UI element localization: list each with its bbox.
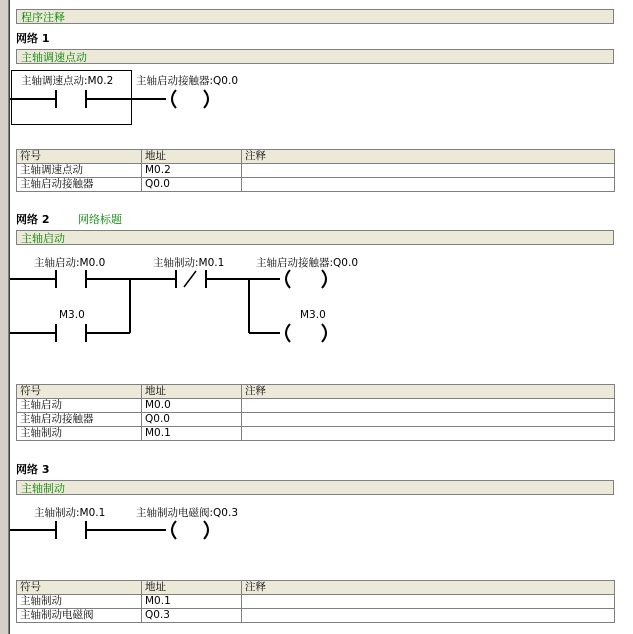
table-cell-symbol: 主轴制动	[17, 427, 142, 441]
table-cell-comment	[242, 427, 615, 441]
table-cell-comment	[242, 413, 615, 427]
table-header-address: 地址	[142, 385, 242, 399]
network-1-symbol-table	[16, 149, 615, 192]
table-header-symbol: 符号	[17, 581, 142, 595]
table-cell-address: M0.1	[142, 427, 242, 441]
table-header-symbol: 符号	[17, 150, 142, 164]
table-header-address: 地址	[142, 581, 242, 595]
table-cell-symbol: 主轴启动	[17, 399, 142, 413]
table-cell-symbol: 主轴制动电磁阀	[17, 609, 142, 623]
network-2-coil-label: 主轴启动接触器:Q0.0	[256, 257, 359, 269]
table-cell-comment	[242, 178, 615, 192]
table-row	[17, 164, 615, 178]
network-2-symbol-table	[16, 384, 615, 441]
network-2-branch-coil-label: M3.0	[300, 309, 326, 321]
table-row	[17, 595, 615, 609]
table-cell-comment	[242, 609, 615, 623]
network-1-contact-label: 主轴调速点动:M0.2	[21, 75, 114, 87]
table-header-address: 地址	[142, 150, 242, 164]
table-cell-address: M0.2	[142, 164, 242, 178]
network-3-coil-label: 主轴制动电磁阀:Q0.3	[136, 507, 239, 519]
network-3-symbol-table	[16, 580, 615, 623]
table-cell-symbol: 主轴调速点动	[17, 164, 142, 178]
table-row	[17, 609, 615, 623]
table-cell-address: Q0.0	[142, 413, 242, 427]
table-cell-symbol: 主轴启动接触器	[17, 178, 142, 192]
table-row	[17, 178, 615, 192]
network-2-branch-contact-label: M3.0	[59, 309, 85, 321]
table-header-symbol: 符号	[17, 385, 142, 399]
network-2-subtitle[interactable]: 网络标题	[78, 213, 122, 226]
table-cell-address: M0.1	[142, 595, 242, 609]
table-cell-address: Q0.3	[142, 609, 242, 623]
network-2-title[interactable]: 网络 2	[16, 213, 50, 226]
table-cell-address: Q0.0	[142, 178, 242, 192]
program-comment-bar[interactable]: 程序注释	[16, 9, 614, 24]
table-header-comment: 注释	[242, 385, 615, 399]
network-2-contact-label: 主轴启动:M0.0	[34, 257, 106, 269]
network-3-contact-label: 主轴制动:M0.1	[34, 507, 106, 519]
table-row	[17, 399, 615, 413]
table-row	[17, 413, 615, 427]
table-cell-symbol: 主轴制动	[17, 595, 142, 609]
network-2-nc-contact-label: 主轴制动:M0.1	[153, 257, 225, 269]
network-1-comment[interactable]: 主轴调速点动	[16, 49, 614, 64]
table-cell-comment	[242, 595, 615, 609]
table-cell-comment	[242, 399, 615, 413]
table-header-comment: 注释	[242, 150, 615, 164]
network-1-title[interactable]: 网络 1	[16, 32, 50, 45]
table-cell-symbol: 主轴启动接触器	[17, 413, 142, 427]
table-cell-address: M0.0	[142, 399, 242, 413]
network-3-title[interactable]: 网络 3	[16, 463, 50, 476]
table-header-comment: 注释	[242, 581, 615, 595]
network-2-comment[interactable]: 主轴启动	[16, 230, 614, 245]
network-3-comment[interactable]: 主轴制动	[16, 480, 614, 495]
network-1-coil-label: 主轴启动接触器:Q0.0	[136, 75, 239, 87]
table-cell-comment	[242, 164, 615, 178]
table-row	[17, 427, 615, 441]
